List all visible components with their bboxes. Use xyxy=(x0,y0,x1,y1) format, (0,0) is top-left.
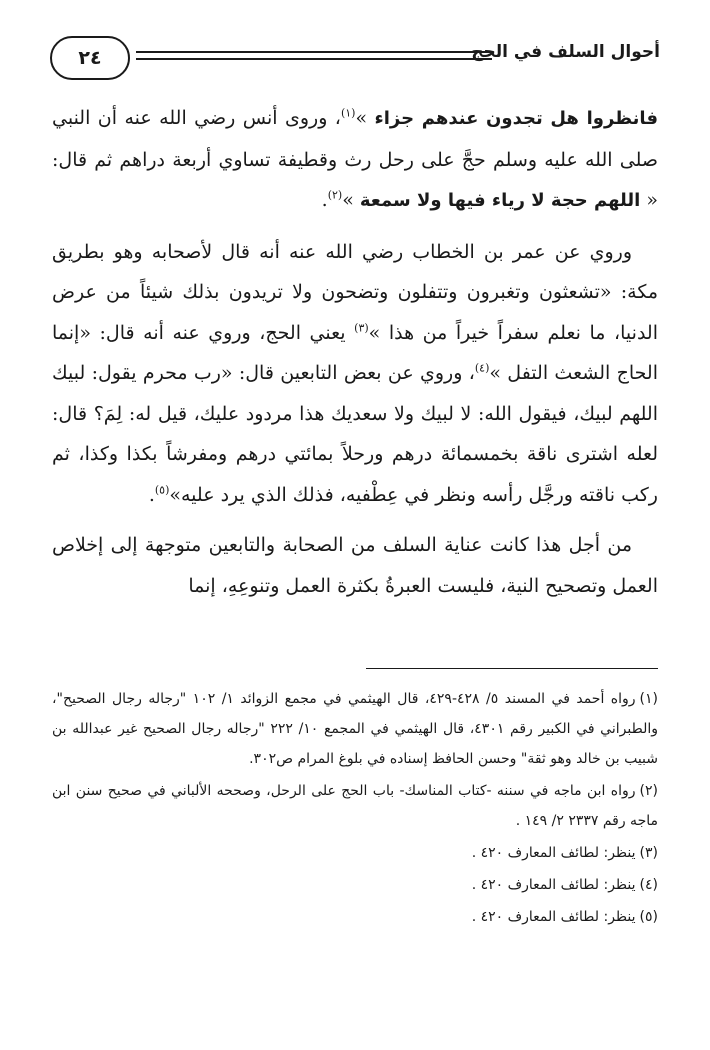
footnotes xyxy=(52,684,658,934)
bold-quote: اللهم حجة لا رياء فيها ولا سمعة xyxy=(359,190,641,211)
footnote-ref-3[interactable]: (٣) xyxy=(354,321,369,335)
footnote-ref-1[interactable]: (١) xyxy=(340,106,356,120)
footnote-separator xyxy=(366,668,658,669)
header-double-rule xyxy=(136,51,492,60)
footnote-ref-5[interactable]: (٥) xyxy=(154,483,170,497)
paragraph-2: وروي عن عمر بن الخطاب رضي الله عنه أنه قال لأصحابه وهو بطريق مكة: «تشعثون وتغبرون وتتفلون وتضحون ولا تريدون بذلك شيئاً من عرض الدنيا، ما نعلم سفراً خيراً من هذا »$^{(٣)}$ يعني الحج، وروي عنه أنه قال: «إنما الحاج الشعث التفل »$^{(٤)}$، وروي عن بعض التابعين قال: «رب محرم يقول: لبيك اللهم لبيك، فيقول الله: لا لبيك ولا سعديك هذا مردود عليك، قيل له: لِمَ؟ قال: لعله اشترى ناقة بخمسمائة درهم ورحلاً بمائتي درهم ومفرشاً بكذا وكذا، ثم ركب ناقته ورجَّل رأسه ونظر في عِطْفيه، فذلك الذي يرد عليه»$^{(٥)}$. xyxy=(52,240,658,506)
footnote-3: (٣)ينظر: لطائف المعارف ٤٢٠ . xyxy=(471,845,658,861)
footnote-2: (٢)رواه ابن ماجه في سننه -كتاب المناسك- باب الحج على الرحل، وصححه الألباني في صحيح سنن ابن ماجه رقم ٢٣٣٧ ٢/ ١٤٩ . xyxy=(52,783,658,829)
paragraph-3: من أجل هذا كانت عناية السلف من الصحابة والتابعين متوجهة إلى إخلاص العمل وتصحيح النية، فليست العبرةُ بكثرة العمل وتنوعِهِ، إنما xyxy=(52,534,658,597)
footnote-ref-2[interactable]: (٢) xyxy=(327,188,343,202)
paragraph-1: فانظروا هل تجدون عندهم جزاء »$^{(١)}$، وروى أنس رضي الله عنه أن النبي صلى الله عليه وسلم حجَّ على رحل رث وقطيفة تساوي أربعة دراهم ثم قال: « اللهم حجة لا رياء فيها ولا سمعة »$^{(٢)}$. xyxy=(52,106,658,211)
page-number: ٢٤ xyxy=(50,36,130,80)
footnote-1: (١)رواه أحمد في المسند ٥/ ٤٢٨-٤٢٩، قال الهيثمي في مجمع الزوائد ١/ ١٠٢ "رجاله رجال الصحيح"، والطبراني في الكبير رقم ٤٣٠١، قال الهيثمي في المجمع ١٠/ ٢٢٢ "رجاله رجال الصحيح غير عبدالله بن شبيب بن خالد وهو ثقة" وحسن الحافظ إسناده في بلوغ المرام ص٣٠٢. xyxy=(52,691,659,767)
footnote-ref-4[interactable]: (٤) xyxy=(474,361,490,375)
footnote-4: (٤)ينظر: لطائف المعارف ٤٢٠ . xyxy=(471,877,658,893)
running-title: أحوال السلف في الحج xyxy=(471,42,660,62)
footnote-5: (٥)ينظر: لطائف المعارف ٤٢٠ . xyxy=(471,909,658,925)
page-header xyxy=(50,34,660,84)
main-text xyxy=(52,98,658,606)
bold-lead: فانظروا هل تجدون عندهم جزاء xyxy=(374,108,658,129)
